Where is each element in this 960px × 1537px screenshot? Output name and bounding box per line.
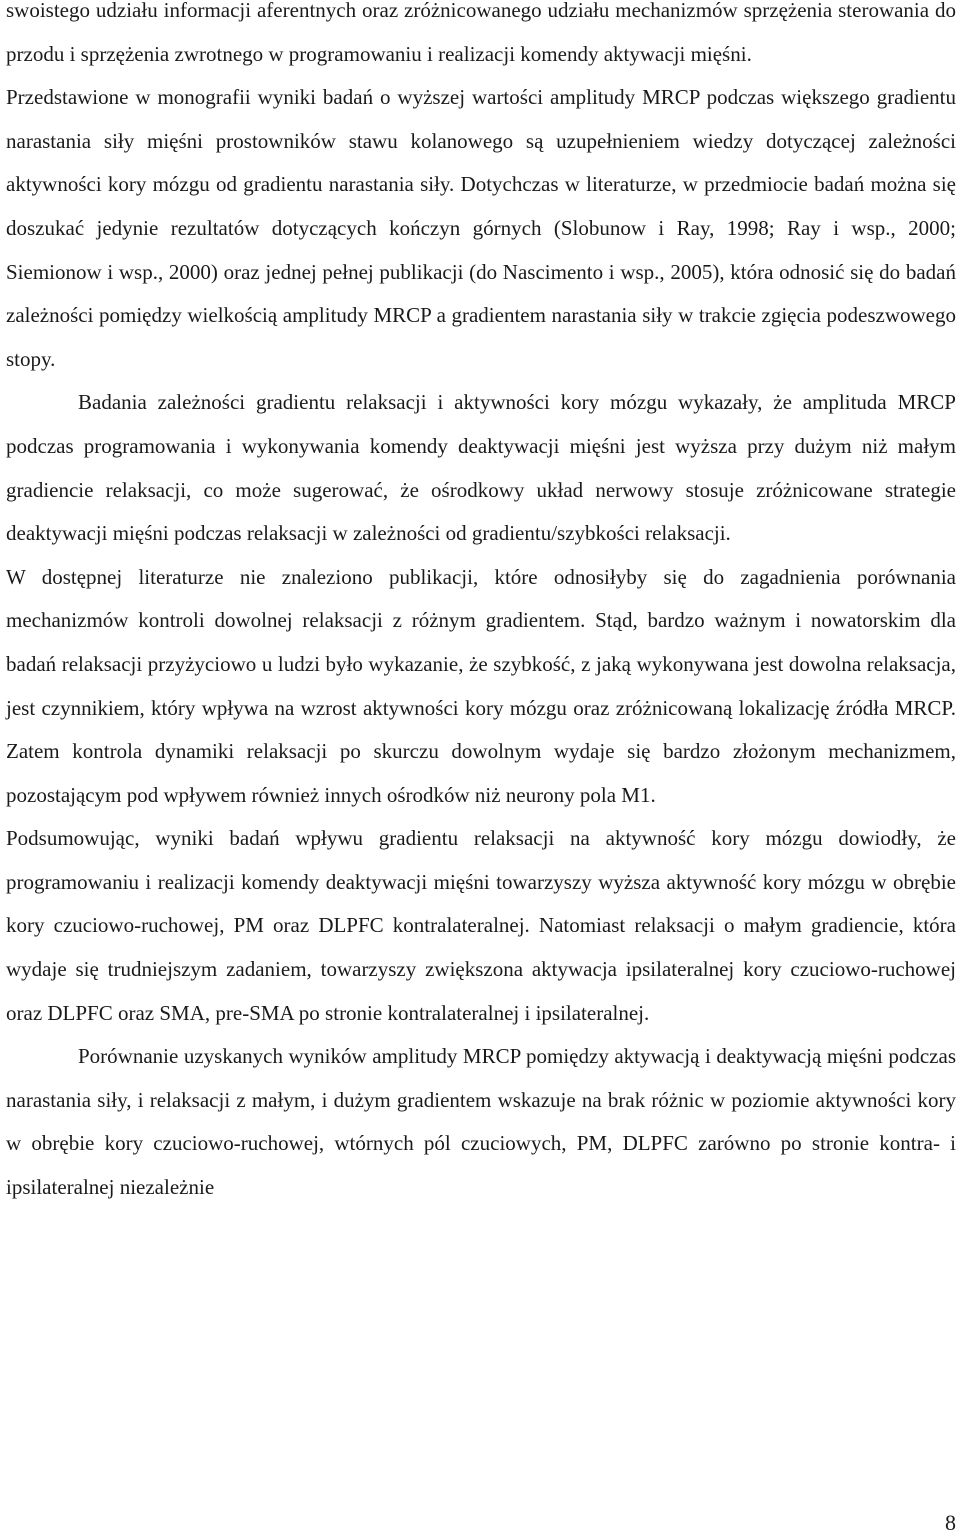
paragraph-4: W dostępnej literaturze nie znaleziono publikacji, które odnosiłyby się do zagadnienia porównania mechanizmów kontroli dowolnej relaksacji z różnym gradientem. Stąd, bardzo ważnym i nowatorskim dla badań relaksacji przyżyciowo u ludzi było wykazanie, że szybkość, z jaką wykonywana jest dowolna relaksacja, jest czynnikiem, który wpływa na wzrost aktywności kory mózgu oraz zróżnicowaną lokalizację źródła MRCP. Zatem kontrola dynamiki relaksacji po skurczu dowolnym wydaje się bardzo złożonym mechanizmem, pozostającym pod wpływem również innych ośrodków niż neurony pola M1. — [6, 564, 956, 807]
paragraph-5: Podsumowując, wyniki badań wpływu gradientu relaksacji na aktywność kory mózgu dowiodły, że programowaniu i realizacji komendy deaktywacji mięśni towarzyszy wyższa aktywność kory mózgu w obrębie kory czuciowo-ruchowej, PM oraz DLPFC kontralateralnej. Natomiast relaksacji o małym gradiencie, która wydaje się trudniejszym zadaniem, towarzyszy zwiększona aktywacja ipsilateralnej kory czuciowo-ruchowej oraz DLPFC oraz SMA, pre-SMA po stronie kontralateralnej i ipsilateralnej. — [6, 826, 956, 1025]
document-body — [6, 0, 956, 1210]
paragraph-6: Porównanie uzyskanych wyników amplitudy MRCP pomiędzy aktywacją i deaktywacją mięśni podczas narastania siły, i relaksacji z małym, i dużym gradientem wskazuje na brak różnic w poziomie aktywności kory w obrębie kory czuciowo-ruchowej, wtórnych pól czuciowych, PM, DLPFC zarówno po stronie kontra- i ipsilateralnej niezależnie — [6, 1044, 956, 1200]
page-number: 8 — [945, 1510, 956, 1535]
paragraph-3: Badania zależności gradientu relaksacji i aktywności kory mózgu wykazały, że amplituda MRCP podczas programowania i wykonywania komendy deaktywacji mięśni jest wyższa przy dużym niż małym gradiencie relaksacji, co może sugerować, że ośrodkowy układ nerwowy stosuje zróżnicowane strategie deaktywacji mięśni podczas relaksacji w zależności od gradientu/szybkości relaksacji. — [6, 390, 956, 546]
paragraph-2: Przedstawione w monografii wyniki badań o wyższej wartości amplitudy MRCP podczas większego gradientu narastania siły mięśni prostowników stawu kolanowego są uzupełnieniem wiedzy dotyczącej zależności aktywności kory mózgu od gradientu narastania siły. Dotychczas w literaturze, w przedmiocie badań można się doszukać jedynie rezultatów dotyczących kończyn górnych (Slobunow i Ray, 1998; Ray i wsp., 2000; Siemionow i wsp., 2000) oraz jednej pełnej publikacji (do Nascimento i wsp., 2005), która odnosić się do badań zależności pomiędzy wielkością amplitudy MRCP a gradientem narastania siły w trakcie zgięcia podeszwowego stopy. — [6, 85, 956, 371]
paragraph-1: swoistego udziału informacji aferentnych oraz zróżnicowanego udziału mechanizmów sprzężenia sterowania do przodu i sprzężenia zwrotnego w programowaniu i realizacji komendy aktywacji mięśni. — [6, 0, 956, 66]
